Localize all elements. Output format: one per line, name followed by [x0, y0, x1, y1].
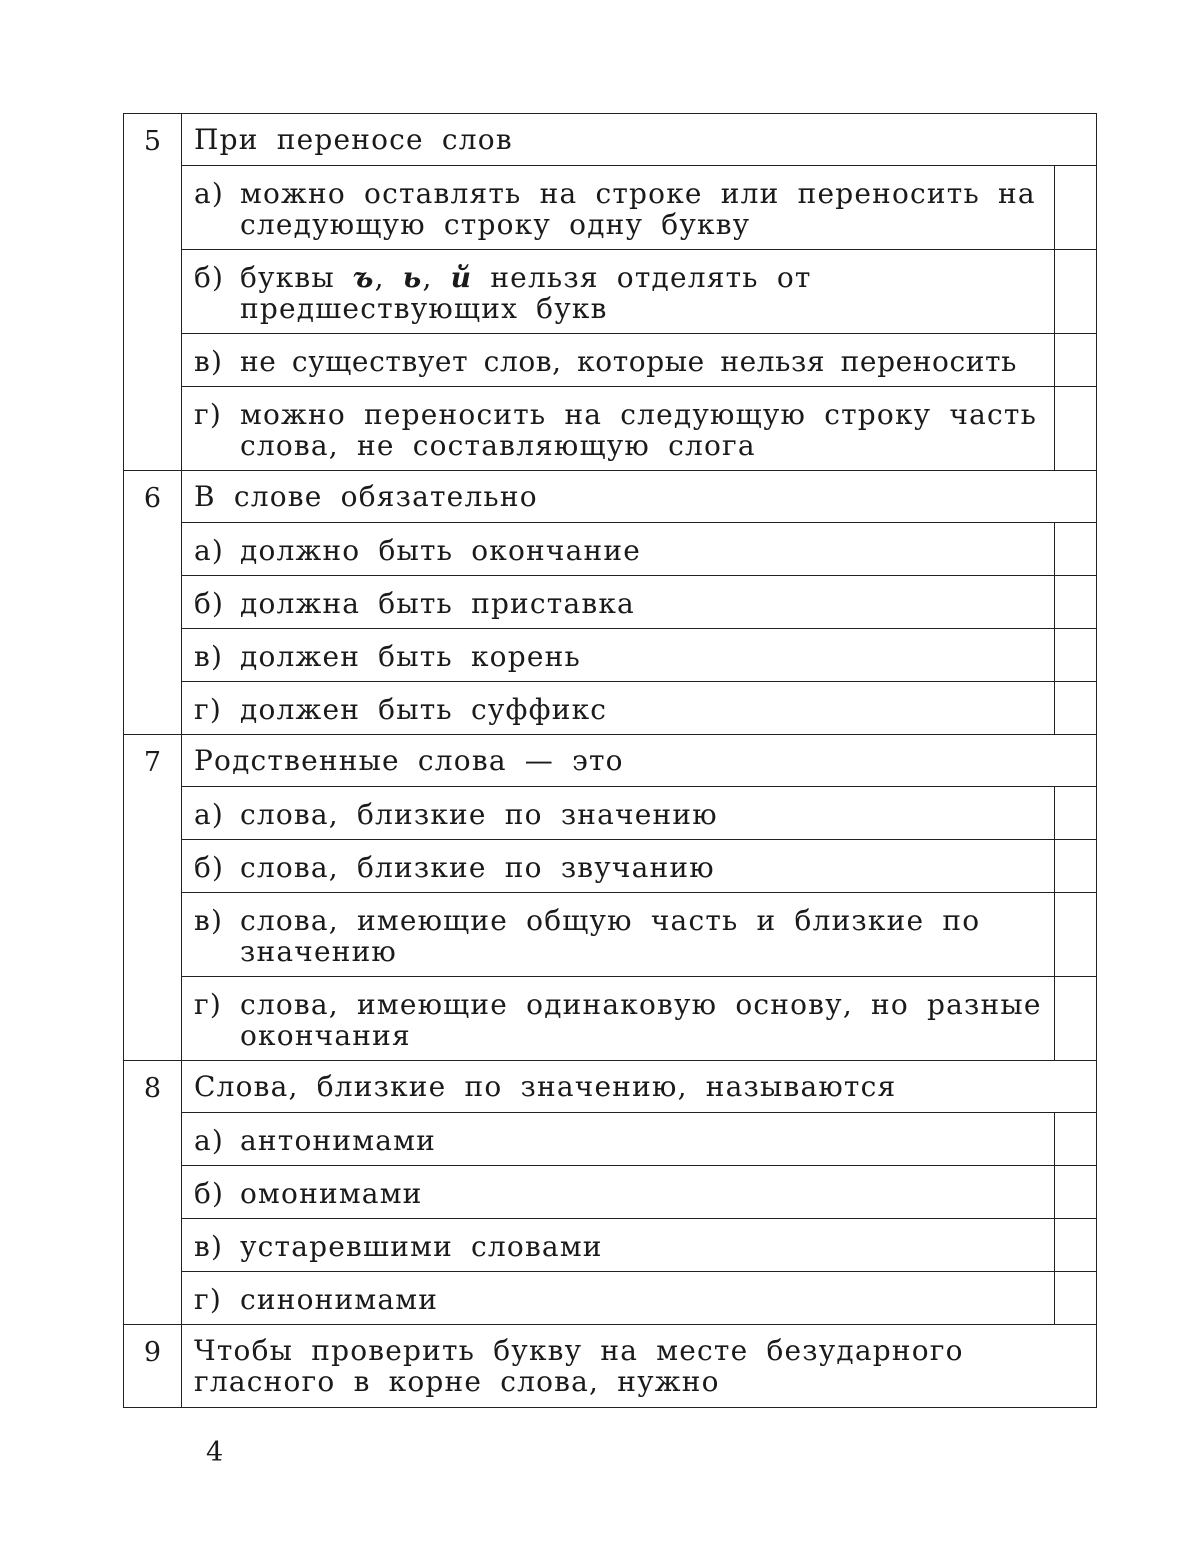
option-label: должно быть окончание: [240, 534, 642, 567]
option-label: слова, близкие по значению: [240, 798, 718, 831]
option-row: [182, 522, 1096, 575]
option-text: [182, 682, 1055, 734]
option-label-before: буквы: [240, 261, 335, 294]
option-row: [182, 786, 1096, 839]
question-number: 6: [124, 471, 182, 734]
option-letter: в): [194, 1230, 224, 1263]
question-stem: Родственные слова — это: [194, 744, 624, 777]
option-text: [182, 250, 1055, 333]
question-stem: Чтобы проверить букву на месте безударного гласного в корне слова, нужно: [194, 1334, 964, 1398]
option-letter: г): [194, 1283, 222, 1316]
option-letter: в): [194, 904, 224, 937]
option-row: [182, 1218, 1096, 1271]
letter-hard-sign: ъ: [353, 261, 375, 294]
option-letter: б): [194, 1177, 225, 1210]
question-number: 9: [124, 1325, 182, 1407]
option-letter: а): [194, 177, 225, 210]
question-number: 8: [124, 1061, 182, 1324]
option-row: [182, 575, 1096, 628]
option-row: [182, 892, 1096, 976]
question-5: [124, 114, 1096, 470]
option-row: [182, 386, 1096, 470]
option-label: синонимами: [240, 1283, 439, 1316]
option-text: [182, 576, 1055, 628]
question-body: [182, 471, 1096, 734]
option-letter: в): [194, 345, 224, 378]
answer-box[interactable]: [1055, 250, 1096, 333]
option-letter: б): [194, 851, 225, 884]
option-text: [182, 523, 1055, 575]
question-stem: В слове обязательно: [194, 480, 538, 513]
answer-box[interactable]: [1055, 977, 1096, 1060]
option-row: [182, 1112, 1096, 1165]
option-text: [182, 1113, 1055, 1165]
answer-box[interactable]: [1055, 1166, 1096, 1218]
option-row: [182, 1271, 1096, 1324]
option-row: [182, 839, 1096, 892]
question-number: 7: [124, 735, 182, 1060]
option-row: [182, 628, 1096, 681]
question-7: [124, 734, 1096, 1060]
option-label: можно оставлять на строке или переносить на следующую строку одну букву: [240, 177, 1036, 241]
option-label: слова, близкие по звучанию: [240, 851, 715, 884]
option-text: [182, 629, 1055, 681]
question-body: [182, 1061, 1096, 1324]
option-label: буквы ъ, ь, й нельзя отделять от предшествующих букв: [240, 261, 812, 325]
answer-box[interactable]: [1055, 893, 1096, 976]
option-text: [182, 166, 1055, 249]
option-text: [182, 1166, 1055, 1218]
letter-short-i: й: [450, 261, 473, 294]
question-body: [182, 114, 1096, 470]
answer-box[interactable]: [1055, 166, 1096, 249]
option-row: [182, 249, 1096, 333]
option-label: слова, имеющие общую часть и близкие по значению: [240, 904, 981, 968]
answer-box[interactable]: [1055, 787, 1096, 839]
question-9: [124, 1324, 1096, 1407]
test-table: [123, 113, 1097, 1408]
option-label: омонимами: [240, 1177, 423, 1210]
option-text: [182, 387, 1055, 470]
answer-box[interactable]: [1055, 629, 1096, 681]
option-letter: г): [194, 988, 222, 1021]
option-text: [182, 893, 1055, 976]
answer-box[interactable]: [1055, 1272, 1096, 1324]
question-body: [182, 1325, 1096, 1407]
answer-box[interactable]: [1055, 1219, 1096, 1271]
option-letter: а): [194, 1124, 225, 1157]
answer-box[interactable]: [1055, 840, 1096, 892]
answer-box[interactable]: [1055, 387, 1096, 470]
question-6: [124, 470, 1096, 734]
option-text: [182, 787, 1055, 839]
option-text: [182, 977, 1055, 1060]
question-8: [124, 1060, 1096, 1324]
option-letter: в): [194, 640, 224, 673]
question-number: 5: [124, 114, 182, 470]
answer-box[interactable]: [1055, 682, 1096, 734]
option-row: [182, 165, 1096, 249]
question-body: [182, 735, 1096, 1060]
answer-box[interactable]: [1055, 576, 1096, 628]
option-label: должна быть приставка: [240, 587, 635, 620]
option-label: слова, имеющие одинаковую основу, но разные окончания: [240, 988, 1042, 1052]
option-letter: г): [194, 398, 222, 431]
page-number: 4: [206, 1437, 224, 1468]
answer-box[interactable]: [1055, 1113, 1096, 1165]
option-letter: а): [194, 798, 225, 831]
option-label: должен быть корень: [240, 640, 581, 673]
option-text: [182, 334, 1055, 386]
question-stem: Слова, близкие по значению, называются: [194, 1070, 897, 1103]
answer-box[interactable]: [1055, 334, 1096, 386]
answer-box[interactable]: [1055, 523, 1096, 575]
option-label: можно переносить на следующую строку часть слова, не составляющую слога: [240, 398, 1038, 462]
option-letter: а): [194, 534, 225, 567]
option-label: не существует слов, которые нельзя переносить: [240, 345, 1017, 378]
question-stem: При переносе слов: [194, 123, 513, 156]
option-text: [182, 1219, 1055, 1271]
option-text: [182, 1272, 1055, 1324]
option-label: должен быть суффикс: [240, 693, 608, 726]
option-label: антонимами: [240, 1124, 436, 1157]
option-label: устаревшими словами: [240, 1230, 603, 1263]
option-text: [182, 840, 1055, 892]
option-row: [182, 976, 1096, 1060]
option-letter: г): [194, 693, 222, 726]
option-letter: б): [194, 587, 225, 620]
letter-soft-sign: ь: [402, 261, 423, 294]
option-row: [182, 1165, 1096, 1218]
option-row: [182, 333, 1096, 386]
option-letter: б): [194, 261, 225, 294]
option-row: [182, 681, 1096, 734]
option-label-after: нельзя отделять от предшествующих букв: [240, 261, 812, 325]
